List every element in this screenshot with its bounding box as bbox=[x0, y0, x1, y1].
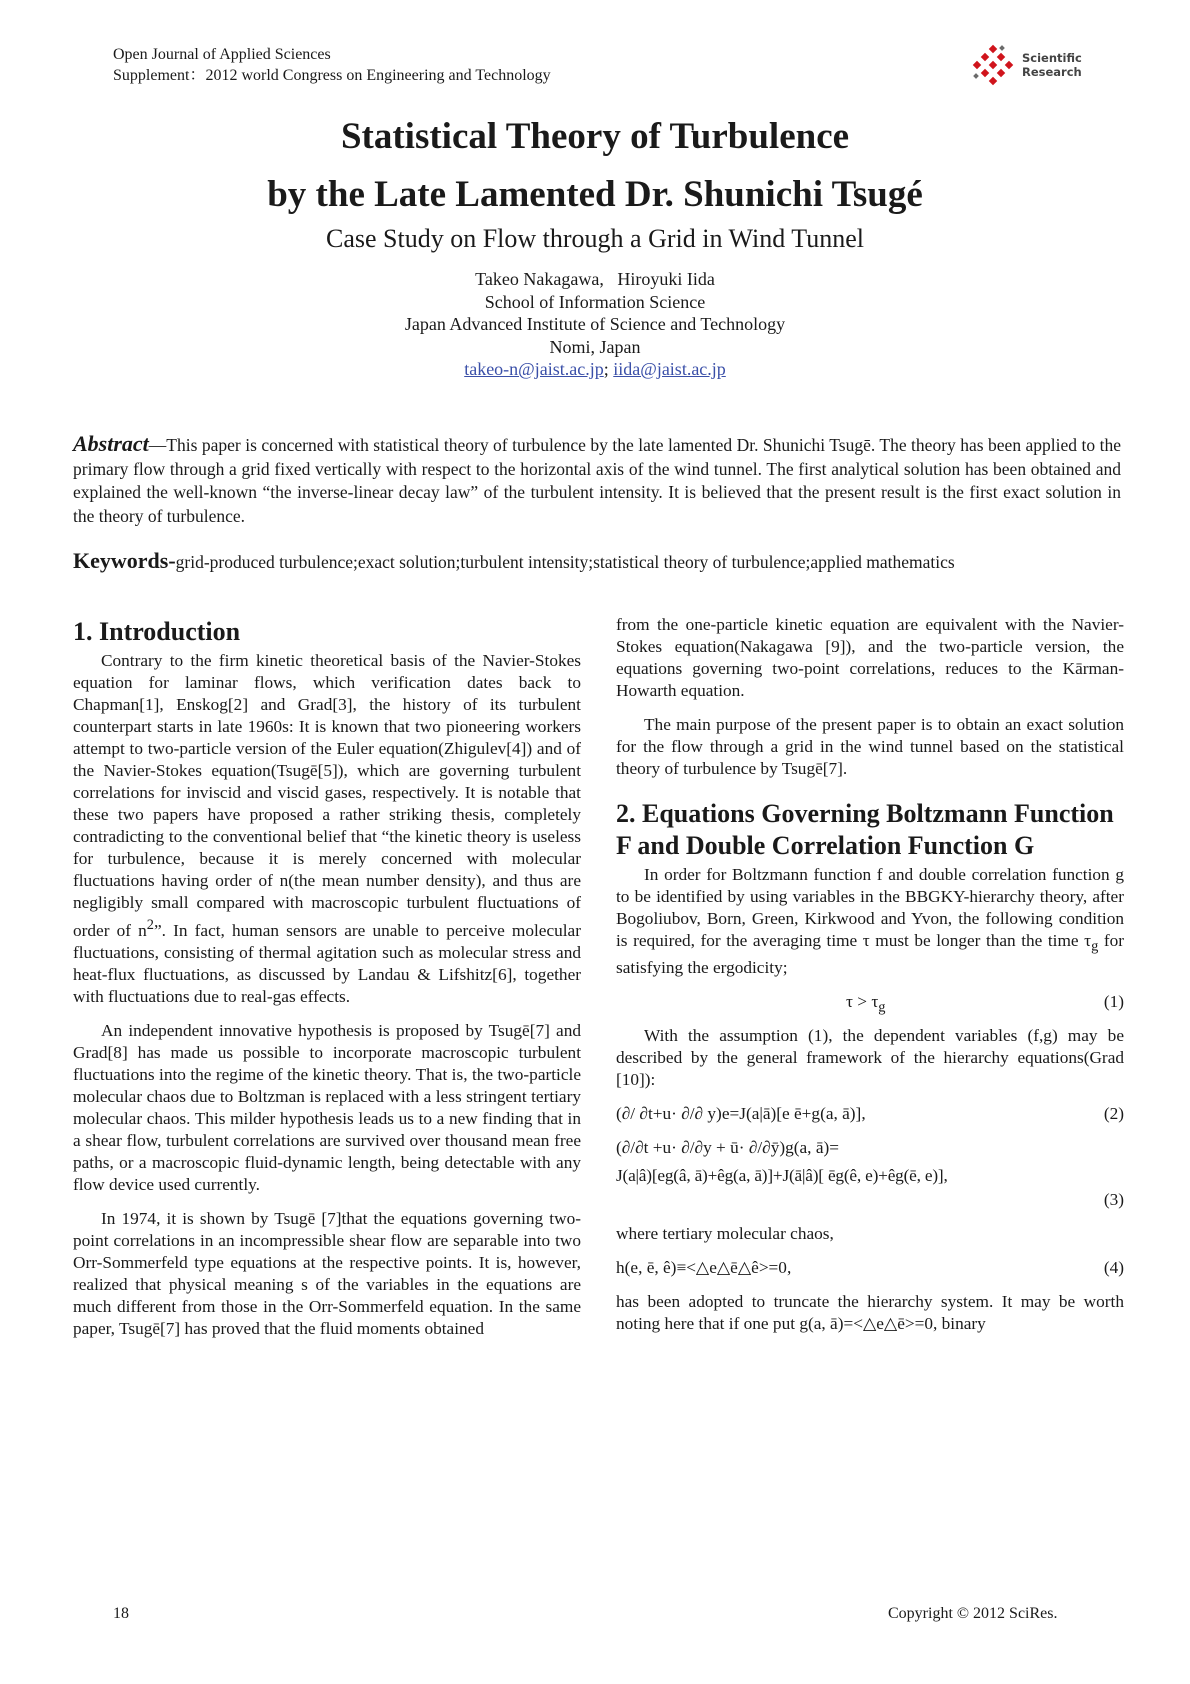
author-institute: Japan Advanced Institute of Science and Technology bbox=[404, 314, 786, 334]
section-2-paragraph-2: With the assumption (1), the dependent variables (f,g) may be described by the general framework of the hierarchy equations(Grad [10]): bbox=[616, 1026, 1124, 1090]
abstract-text: —This paper is concerned with statistical theory of turbulence by the late lamented Dr. Shunichi Tsugē. The theory has been applied to the primary flow through a grid fixed vertically with respect to the horizontal axis of the wind tunnel. The first analytical solution has been obtained and explained the well-known “the inverse-linear decay law” of the turbulent intensity. It is believed that the present result is the first exact solution in the theory of turbulence. bbox=[73, 435, 1121, 526]
logo-text bbox=[1022, 51, 1082, 79]
email-separator: ; bbox=[603, 359, 614, 379]
journal-supplement: Supplement：2012 world Congress on Engineering and Technology bbox=[113, 67, 551, 84]
intro-paragraph-1: Contrary to the firm kinetic theoretical basis of the Navier-Stokes equation for laminar flows, which verification dates back to Chapman[1], Enskog[2] and Grad[3], the history of its turbulent counterpart starts in late 1960s: It is known that two pioneering workers attempt to two-particle version of the Euler equation(Zhigulev[4]) and of the Navier-Stokes equation(Tsugē[5]), which are governing turbulent correlations for inviscid and viscid gases, respectively. It is notable that these two papers have proposed a rather striking thesis, completely contradicting to the conventional belief that “the kinetic theory is useless for turbulence, because it is merely concerned with molecular fluctuations having order of n(the mean number density), and thus are negligibly small compared with macroscopic turbulent fluctuations of order of $n^2$”. In fact, human sensors are unable to perceive molecular fluctuations, consisting of thermal agitation such as molecular stress and heat-flux fluctuations, as discussed by Landau & Lifshitz[6], together with fluctuations due to real-gas effects. bbox=[73, 651, 581, 1006]
paper-subtitle: Case Study on Flow through a Grid in Wind Tunnel bbox=[325, 224, 864, 253]
section-1-heading: 1. Introduction bbox=[73, 617, 241, 646]
section-2-heading: 2. Equations Governing Boltzmann Function F and Double Correlation Function G bbox=[616, 799, 1114, 860]
intro-paragraph-3: In 1974, it is shown by Tsugē [7]that the equations governing two-point correlations in an incompressible shear flow are separable into two Orr-Sommerfeld type equations at the respective points. It is, however, realized that physical meaning s of the variables in the equations are much different from those in the Orr-Sommerfeld equation. In the same paper, Tsugē[7] has proved that the fluid moments obtained bbox=[73, 1208, 581, 1338]
title-line-2: by the Late Lamented Dr. Shunichi Tsugé bbox=[267, 174, 923, 215]
right-column bbox=[616, 614, 1124, 1347]
abstract-label: Abstract bbox=[73, 431, 149, 456]
journal-header bbox=[113, 44, 551, 86]
intro-paragraph-5: The main purpose of the present paper is to obtain an exact solution for the flow through a grid in the wind tunnel based on the statistical theory of turbulence by Tsugē[7]. bbox=[616, 715, 1124, 778]
author-names: Takeo Nakagawa, Hiroyuki Iida bbox=[475, 269, 715, 289]
left-column bbox=[73, 616, 581, 1352]
journal-name: Open Journal of Applied Sciences bbox=[113, 46, 331, 63]
author-location: Nomi, Japan bbox=[549, 336, 641, 357]
author-block bbox=[0, 268, 1190, 381]
equation-4: h(e, ē, ê)≡<△e△ē△ê>=0, (4) bbox=[616, 1258, 1124, 1278]
equation-3-number: (3) bbox=[1103, 1190, 1124, 1210]
equation-2-number: (2) bbox=[1103, 1104, 1124, 1124]
keywords-label: Keywords- bbox=[73, 548, 176, 573]
title-line-1: Statistical Theory of Turbulence bbox=[340, 116, 850, 157]
diamond-logo-icon bbox=[970, 44, 1016, 90]
intro-paragraph-4: from the one-particle kinetic equation are equivalent with the Navier-Stokes equation(Nakagawa [9]), and the two-particle version, the equations governing two-point correlations, reduces to the Kārman-Howarth equation. bbox=[616, 615, 1124, 700]
keywords-text: grid-produced turbulence;exact solution;turbulent intensity;statistical theory of turbulence;applied mathematics bbox=[175, 552, 955, 572]
keywords bbox=[73, 548, 1133, 574]
author-school: School of Information Science bbox=[484, 291, 706, 312]
equation-2: (∂/ ∂t+u· ∂/∂ y)e=J(a|ā)[e ē+g(a, ā)], (2) bbox=[616, 1104, 1124, 1124]
equation-4-number: (4) bbox=[1103, 1258, 1124, 1278]
paper-title bbox=[0, 108, 1190, 224]
equation-1-number: (1) bbox=[1103, 992, 1124, 1012]
intro-paragraph-2: An independent innovative hypothesis is proposed by Tsugē[7] and Grad[8] has made us possible to incorporate macroscopic turbulent fluctuations into the regime of the kinetic theory. That is, the two-particle molecular chaos due to Boltzman is replaced with a less stringent tertiary molecular chaos. This milder hypothesis leads us to a new finding that in a shear flow, turbulent correlations are survived over thousand mean free paths, or a macroscopic fluid-dynamic length, being detectable with any flow device used currently. bbox=[73, 1020, 581, 1194]
section-2-paragraph-3: where tertiary molecular chaos, bbox=[616, 1224, 834, 1244]
abstract bbox=[73, 432, 1121, 528]
logo-line-1: Scientific bbox=[1022, 51, 1082, 65]
section-2-paragraph-4: has been adopted to truncate the hierarchy system. It may be worth noting here that if one put g(a, ā)=<△e△ē>=0, binary bbox=[616, 1292, 1124, 1334]
email-link-iida[interactable]: iida@jaist.ac.jp bbox=[613, 359, 726, 379]
copyright-notice: Copyright © 2012 SciRes. bbox=[888, 1605, 1058, 1622]
equation-1: $\tau > \tau_g$ (1) bbox=[846, 992, 1124, 1016]
scientific-research-logo bbox=[970, 44, 1095, 94]
equation-3 bbox=[616, 1189, 1124, 1211]
email-link-nakagawa[interactable]: takeo-n@jaist.ac.jp bbox=[464, 359, 604, 379]
page-number: 18 bbox=[113, 1605, 129, 1622]
logo-line-2: Research bbox=[1022, 65, 1082, 79]
equation-3-line-2: J(a|â)[eg(â, ā)+êg(a, ā)]+J(ā|â)[ ēg(ê, e)+êg(ē, e)], bbox=[616, 1166, 948, 1186]
author-emails bbox=[0, 358, 1190, 381]
section-2-paragraph-1: In order for Boltzmann function f and double correlation function g to be identified by using variables in the BBGKY-hierarchy theory, after Bogoliubov, Born, Green, Kirkwood and Yvon, the following condition is required, for the averaging time τ must be longer than the time $\tau_g$ for satisfying the ergodicity; bbox=[616, 865, 1124, 978]
equation-3-line-1: (∂/∂t +u· ∂/∂y + ū· ∂/∂ȳ)g(a, ā)= bbox=[616, 1138, 839, 1158]
